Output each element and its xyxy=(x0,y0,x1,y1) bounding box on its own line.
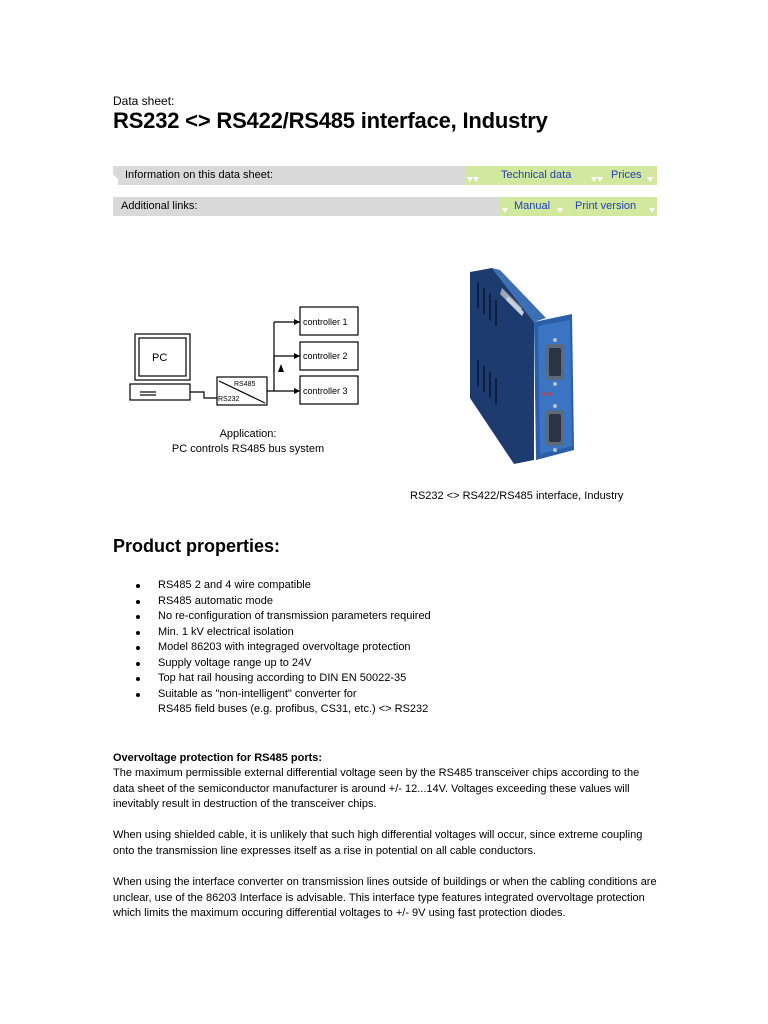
controller-label: controller 3 xyxy=(303,386,348,396)
additional-links-bar xyxy=(113,197,657,216)
arrow-down-icon xyxy=(647,177,653,182)
arrow-down-icon xyxy=(502,208,508,213)
pc-base xyxy=(130,384,190,400)
bullet-icon xyxy=(136,677,140,681)
arrow-down-icon xyxy=(557,208,563,213)
additional-links-label: Additional links: xyxy=(121,200,198,212)
product-properties-list xyxy=(136,578,431,718)
application-caption-line: PC controls RS485 bus system xyxy=(171,443,325,455)
application-diagram xyxy=(126,302,366,407)
bullet-icon xyxy=(136,615,140,619)
overvoltage-paragraph: When using shielded cable, it is unlikely that such high differential voltages will occur, since extreme coupling onto the transmission line expresses itself as a rise in potential on all cable conductors. xyxy=(113,829,643,857)
technical-data-link[interactable]: Technical data xyxy=(501,169,572,181)
list-item-text: Min. 1 kV electrical isolation xyxy=(158,625,294,638)
arrow-down-icon xyxy=(473,177,479,182)
bullet-icon xyxy=(136,600,140,604)
list-item-text: Top hat rail housing according to DIN EN 50022-35 xyxy=(158,672,407,684)
list-item xyxy=(136,640,431,656)
list-item-continuation xyxy=(136,702,431,718)
list-item xyxy=(136,609,431,625)
document-type-label: Data sheet: xyxy=(113,94,175,108)
product-properties-heading: Product properties: xyxy=(113,536,281,556)
photo-caption: RS232 <> RS422/RS485 interface, Industry xyxy=(410,490,624,502)
list-item-text: Supply voltage range up to 24V xyxy=(158,656,312,669)
bullet-icon xyxy=(136,693,140,697)
list-item xyxy=(136,594,431,610)
pc-label: PC xyxy=(152,352,168,364)
info-bar xyxy=(113,166,657,185)
arrow-down-icon xyxy=(597,177,603,182)
controller-label: controller 1 xyxy=(303,317,348,327)
page-title: RS232 <> RS422/RS485 interface, Industry xyxy=(113,108,548,133)
list-item xyxy=(136,687,431,703)
converter-label-top: RS485 xyxy=(234,381,256,388)
bullet-icon xyxy=(136,662,140,666)
application-caption-line: Application: xyxy=(219,428,277,440)
application-caption xyxy=(113,427,383,457)
list-item-text: No re-configuration of transmission parameters required xyxy=(158,610,431,622)
list-item-text: Suitable as "non-intelligent" converter for xyxy=(158,687,357,700)
info-bar-label: Information on this data sheet: xyxy=(125,169,273,181)
converter-label-bottom: RS232 xyxy=(218,396,240,403)
list-item-text: RS485 field buses (e.g. profibus, CS31, etc.) <> RS232 xyxy=(158,703,429,715)
device-photo xyxy=(462,268,578,464)
list-item-text: RS485 automatic mode xyxy=(158,594,273,607)
list-item xyxy=(136,625,431,641)
manual-link[interactable]: Manual xyxy=(514,200,551,212)
print-version-link[interactable]: Print version xyxy=(575,200,637,212)
bullet-icon xyxy=(136,646,140,650)
bar-corner-icon xyxy=(113,174,124,185)
list-item-text: Model 86203 with integraged overvoltage protection xyxy=(158,641,411,653)
list-item xyxy=(136,671,431,687)
overvoltage-heading: Overvoltage protection for RS485 ports: xyxy=(113,752,323,764)
arrow-down-icon xyxy=(649,208,655,213)
controller-label: controller 2 xyxy=(303,351,348,361)
overvoltage-paragraph: When using the interface converter on transmission lines outside of buildings or when the cabling conditions are unclear, use of the 86203 Interface is advisable. This interface type features integrated overvoltage protection which limits the maximum occuring differential voltages to +/- 9V using fast protection diodes. xyxy=(113,876,657,919)
overvoltage-paragraph: The maximum permissible external differential voltage seen by the RS485 transceiver chips according to the data sheet of the semiconductor manufacturer is around +/- 12...14V. Voltages exceeding these values will inevitably result in destruction of the transceiver chips. xyxy=(113,767,640,810)
bullet-icon xyxy=(136,584,140,588)
prices-link[interactable]: Prices xyxy=(611,169,642,181)
list-item xyxy=(136,578,431,594)
list-item-text: RS485 2 and 4 wire compatible xyxy=(158,579,311,591)
bullet-icon xyxy=(136,631,140,635)
list-item xyxy=(136,656,431,672)
